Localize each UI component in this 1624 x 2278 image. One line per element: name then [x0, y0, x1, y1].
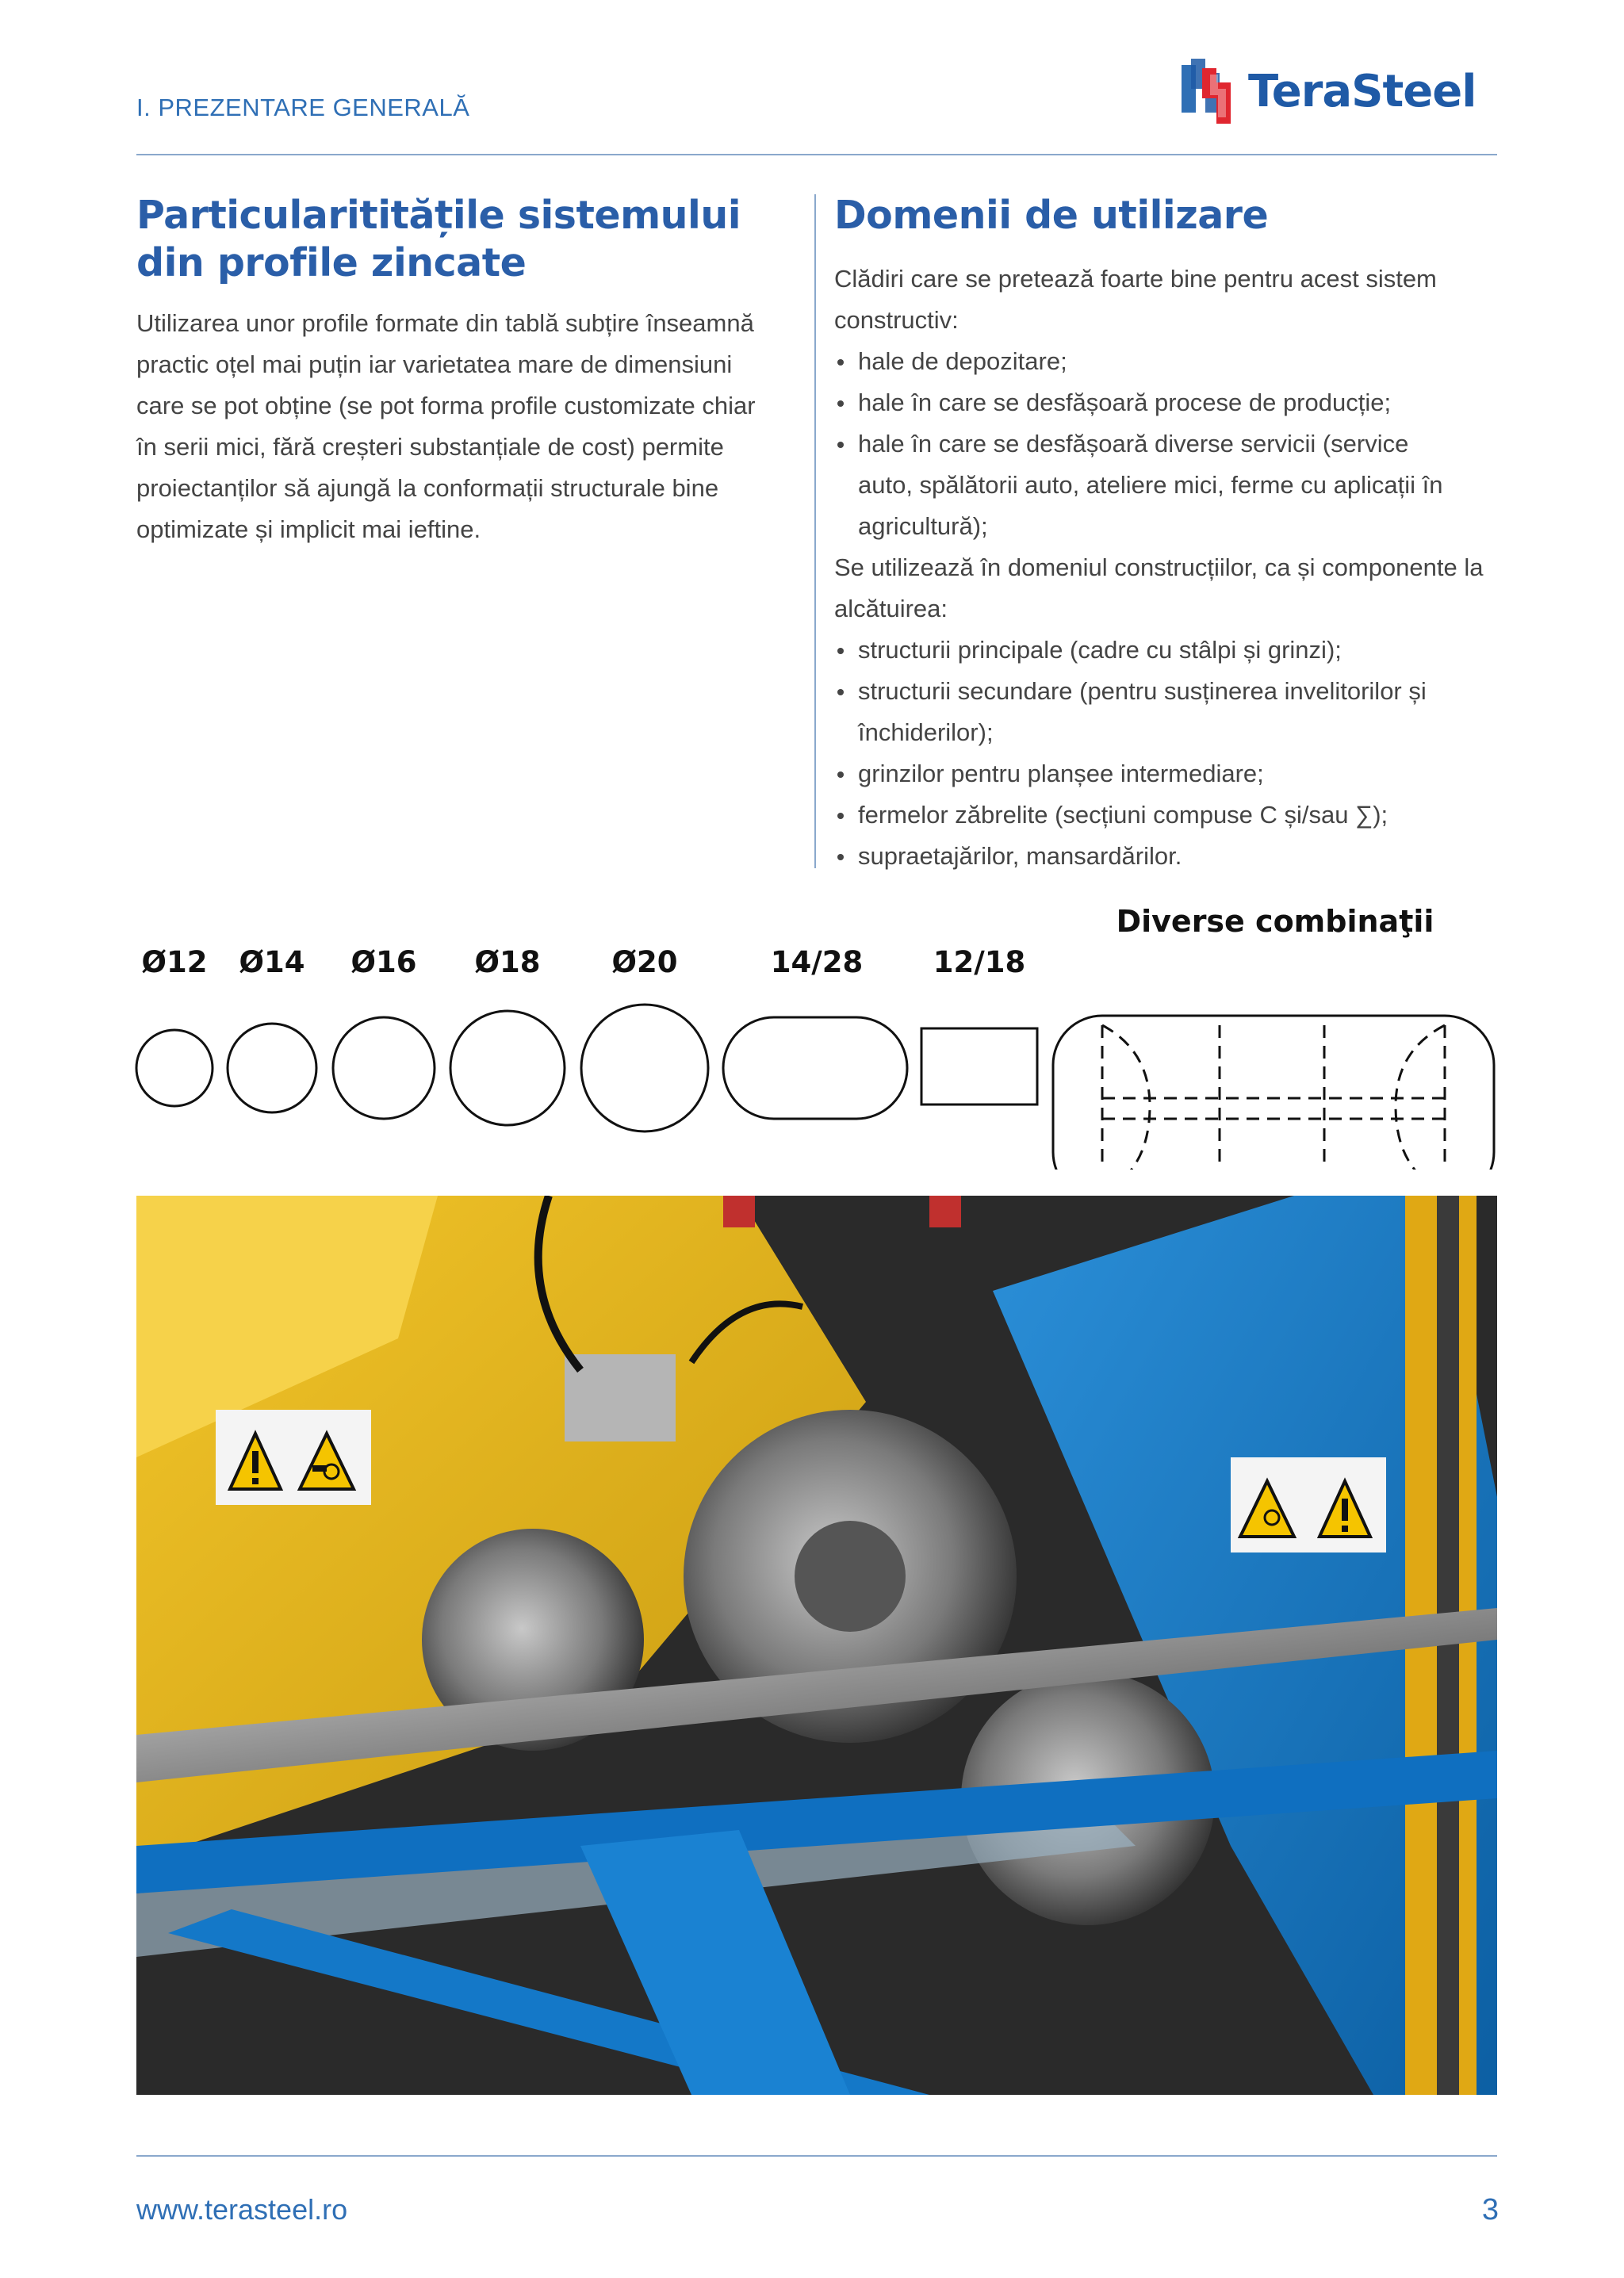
logo-text: TeraSteel: [1248, 65, 1477, 117]
profile-label: Ø16: [350, 945, 417, 979]
footer-rule: [136, 2155, 1497, 2157]
profile-circle-14: [228, 1024, 316, 1112]
buildings-list: [834, 341, 1497, 547]
list-item: hale în care se desfășoară procese de producție;: [834, 382, 1497, 423]
profile-label: Ø20: [611, 945, 678, 979]
components-list: [834, 630, 1497, 877]
profile-circle-18: [450, 1011, 565, 1125]
profile-circle-12: [136, 1030, 213, 1106]
right-body: [834, 258, 1497, 877]
profile-label: Ø18: [474, 945, 541, 979]
combo-title: Diverse combinaţii: [1116, 904, 1434, 939]
paragraph-line: care se pot obține (se pot forma profile customizate chiar: [136, 392, 756, 419]
paragraph-line: optimizate și implicit mai ieftine.: [136, 515, 481, 543]
usage-line: Se utilizează în domeniul construcțiilor, ca și componente la: [834, 553, 1484, 581]
list-item: structurii secundare (pentru susținerea invelitorilor și închiderilor);: [834, 671, 1497, 753]
paragraph-line: practic oțel mai puțin iar varietatea mare de dimensiuni: [136, 350, 733, 378]
profile-label: 12/18: [933, 945, 1026, 979]
profile-rect-12-18: [921, 1028, 1037, 1105]
intro-line: constructiv:: [834, 306, 959, 334]
left-column: [136, 192, 771, 550]
footer-url-link[interactable]: www.terasteel.ro: [136, 2193, 348, 2226]
machine-photo-illustration: [136, 1196, 1497, 2095]
profile-oval-14-28: [723, 1017, 907, 1119]
right-heading: Domenii de utilizare: [834, 193, 1269, 238]
paragraph-line: Utilizarea unor profile formate din tablă subțire înseamnă: [136, 309, 754, 337]
intro-line: Clădiri care se pretează foarte bine pentru acest sistem: [834, 265, 1437, 293]
profile-label: 14/28: [770, 945, 864, 979]
left-paragraph: [136, 303, 771, 550]
paragraph-line: proiectanților să ajungă la conformații structurale bine: [136, 474, 719, 502]
right-column: [834, 192, 1497, 877]
list-item: supraetajărilor, mansardărilor.: [834, 836, 1497, 877]
list-item: fermelor zăbrelite (secțiuni compuse C și/sau ∑);: [834, 794, 1497, 836]
profile-label: Ø14: [239, 945, 305, 979]
profile-combo-outline: [1053, 1016, 1494, 1170]
profile-label: Ø12: [141, 945, 208, 979]
left-heading: [136, 192, 771, 287]
left-heading-line2: din profile zincate: [136, 240, 527, 285]
section-label: I. PREZENTARE GENERALĂ: [136, 94, 470, 121]
list-item: hale în care se desfășoară diverse servicii (service auto, spălătorii auto, ateliere mici, ferme cu aplicații în agricultură);: [834, 423, 1497, 547]
usage-line: alcătuirea:: [834, 595, 948, 622]
profile-circle-20: [581, 1005, 708, 1131]
left-heading-line1: Particularititățile sistemului: [136, 193, 741, 238]
profile-circle-16: [333, 1017, 435, 1119]
header-rule: [136, 154, 1497, 155]
list-item: structurii principale (cadre cu stâlpi și grinzi);: [834, 630, 1497, 671]
profiles-diagram: [127, 948, 1507, 1170]
list-item: hale de depozitare;: [834, 341, 1497, 382]
terasteel-logo-icon: [1180, 57, 1243, 125]
terasteel-logo: [1180, 56, 1497, 127]
machine-photo: [136, 1196, 1497, 2095]
list-item: grinzilor pentru planșee intermediare;: [834, 753, 1497, 794]
page-number: 3: [1481, 2193, 1499, 2226]
paragraph-line: în serii mici, fără creșteri substanțiale de cost) permite: [136, 433, 724, 461]
column-divider: [814, 194, 816, 868]
profile-combo-dashes: [1102, 1025, 1445, 1170]
